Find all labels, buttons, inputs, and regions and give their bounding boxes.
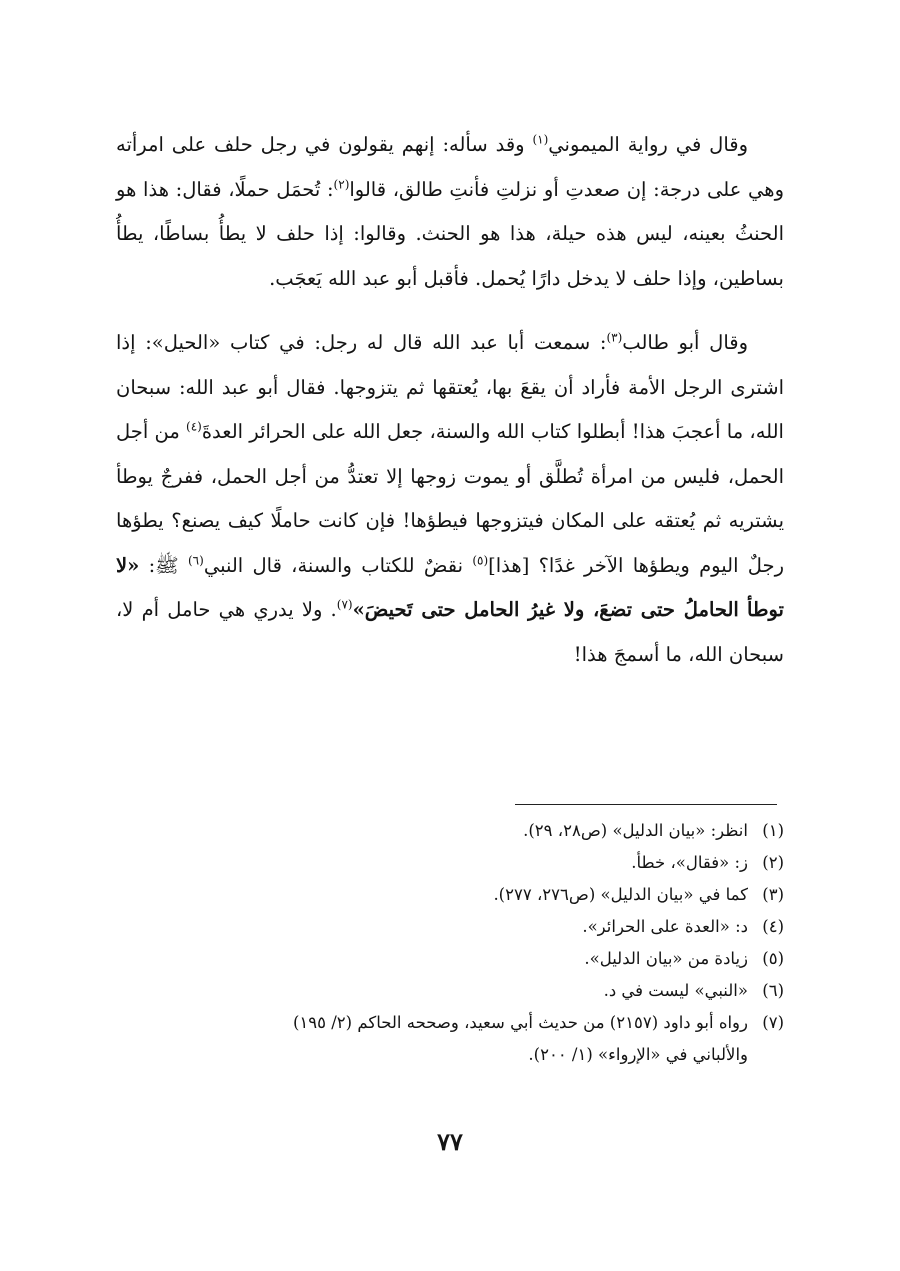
text-run: : — [326, 177, 334, 201]
footnotes — [116, 815, 784, 1071]
text-run: من أجل الحمل، فليس من امرأة تُطلَّق أو يموت — [116, 420, 784, 488]
text-run: : سمعت أبا عبد الله قال له رجل: في كتاب — [229, 331, 607, 354]
hadith-quote: الحاملُ حتى تضعَ، ولا غيرُ الحامل حتى تَحيضَ» — [352, 598, 739, 621]
footnote-text: ز: «فقال»، خطأ. — [631, 853, 748, 872]
footnote-ref: (٣) — [606, 330, 623, 345]
paragraph — [116, 321, 784, 677]
footnote-number: (٦) — [762, 981, 784, 1000]
text-run: «الحيل»: إذا اشترى الرجل الأمة فأراد أن يقعَ بها، يُعتقها ثم يتزوجها. فقال — [116, 331, 784, 399]
footnote — [116, 1007, 784, 1071]
footnote-ref: (٦) — [187, 553, 204, 567]
text-run: فيتزوجها فيطؤها! فإن كانت حاملًا كيف يصنع؟ يطؤها رجلٌ اليوم ويطؤها — [116, 509, 784, 577]
footnote-number: (٧) — [762, 1013, 784, 1032]
text-run: وقد سأله: إنهم يقولون في رجل حلف — [214, 133, 533, 156]
footnote-number: (٥) — [762, 949, 784, 968]
footnote — [116, 975, 784, 1007]
footnote-text-continuation: والألباني في «الإرواء» (١/ ٢٠٠). — [528, 1045, 748, 1064]
footnote — [116, 879, 784, 911]
text-run: نقضٌ للكتاب والسنة، قال النبي — [203, 553, 473, 577]
footnote-ref: (٢) — [333, 177, 350, 191]
text-run: . ولا يدري هي حامل — [167, 598, 337, 621]
footnote-ref: (٥) — [472, 553, 489, 567]
footnote-text: «النبي» ليست في د. — [603, 981, 748, 1000]
text-run: الآخر غدًا؟ [هذا] — [488, 553, 624, 577]
footnote-number: (٤) — [762, 917, 784, 936]
paragraph — [116, 123, 784, 301]
text-run: ﷺ: — [139, 553, 188, 577]
footnote-text: كما في «بيان الدليل» (ص٢٧٦، ٢٧٧). — [493, 885, 748, 904]
footnote-number: (١) — [762, 821, 784, 840]
footnote-text: انظر: «بيان الدليل» (ص٢٨، ٢٩). — [523, 821, 748, 840]
footnote-ref: (٤) — [186, 419, 202, 434]
page-number: ٧٧ — [437, 1127, 463, 1156]
footnote-number: (٣) — [762, 885, 784, 904]
footnote-separator — [515, 804, 777, 805]
footnote-number: (٢) — [762, 853, 784, 872]
text-run: على امرأته وهي على درجة: إن صعدتِ أو نزلتِ فأنتِ طالق، قالوا — [116, 133, 785, 201]
text-run: وقال في رواية الميموني — [548, 133, 748, 156]
footnote — [116, 911, 784, 943]
text-run: أبو عبد الله: سبحان الله، ما أعجبَ هذا! أبطلوا كتاب الله والسنة، جعل الله — [116, 375, 784, 443]
text-run: زوجها إلا تعتدُّ من أجل الحمل، ففرجٌ يوطأ يشتريه ثم يُعتقه على المكان — [116, 464, 784, 532]
main-text — [116, 123, 784, 677]
text-run: أم لا، سبحان الله، ما أسمجَ هذا! — [116, 598, 784, 666]
footnote — [116, 943, 784, 975]
text-run: تُحمَل حملًا، فقال: هذا هو الحنثُ بعينه، ليس هذه حيلة، هذا هو الحنث. — [116, 177, 784, 245]
hadith-quote: «لا توطأ — [116, 553, 784, 621]
footnote-ref: (١) — [532, 132, 549, 147]
footnote-text: د: «العدة على الحرائر». — [582, 917, 748, 936]
text-run: يُحمل. فأقبل أبو عبد الله يَعجَب. — [269, 266, 526, 290]
footnote — [116, 847, 784, 879]
footnote-ref: (٧) — [336, 597, 353, 612]
footnote-text: رواه أبو داود (٢١٥٧) من حديث أبي سعيد، وصححه الحاكم (٢/ ١٩٥) — [292, 1013, 748, 1032]
text-run: على الحرائر العدةَ — [201, 420, 347, 443]
text-run: وقالوا: إذا حلف لا يطأُ بساطًا، يطأُ بساطين، وإذا حلف لا يدخل دارًا — [116, 222, 784, 290]
footnote-text: زيادة من «بيان الدليل». — [584, 949, 748, 968]
footnote — [116, 815, 784, 847]
text-run: وقال أبو طالب — [622, 331, 749, 354]
